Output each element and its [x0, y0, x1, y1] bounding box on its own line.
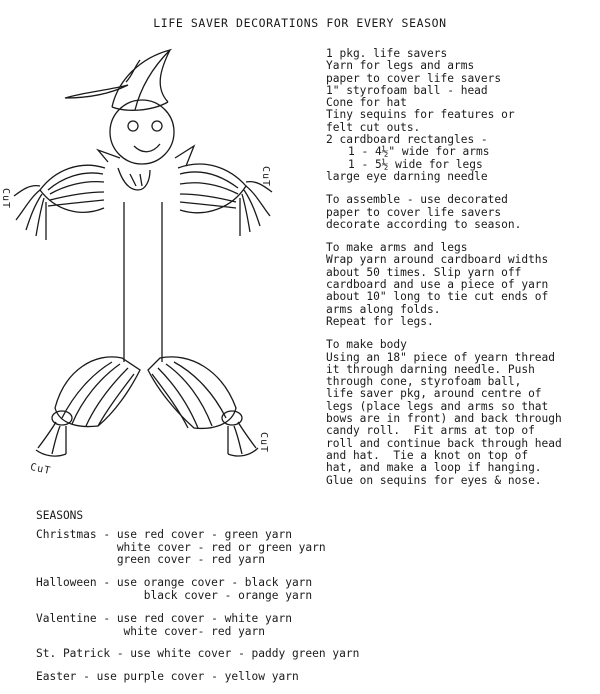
seasons-section: [36, 510, 586, 694]
cut-label-left-leg: CuT: [29, 461, 52, 478]
season-valentine: [36, 613, 586, 639]
assemble-line: To assemble - use decorated: [326, 193, 508, 207]
life-saver-figure-illustration: [0, 40, 330, 500]
body-line: it through darning needle. Push: [326, 362, 535, 376]
body-line: Glue on sequins for eyes & nose.: [326, 473, 542, 487]
body-line: bows are in front) and back through: [326, 412, 562, 426]
season-easter: [36, 671, 586, 684]
assemble-line: paper to cover life savers: [326, 205, 502, 219]
season-line: black cover - orange yarn: [36, 588, 313, 602]
season-line: Valentine - use red cover - white yarn: [36, 611, 292, 625]
cut-label-right-leg: CuT: [258, 432, 269, 454]
season-st-patrick: [36, 648, 586, 661]
materials-list: [326, 48, 598, 183]
cut-label-left-arm: CuT: [0, 188, 11, 210]
materials-line: 1 - 4½" wide for arms: [348, 145, 490, 159]
season-line: Christmas - use red cover - green yarn: [36, 527, 292, 541]
arms-legs-line: Wrap yarn around cardboard widths: [326, 253, 549, 267]
figure-drawing: [0, 40, 330, 500]
materials-line: Cone for hat: [326, 96, 407, 110]
hat-tassel: [65, 85, 128, 98]
left-eye: [128, 121, 138, 131]
materials-line: 1 pkg. life savers: [326, 47, 448, 60]
assemble-paragraph: [326, 194, 598, 231]
body-paragraph: [326, 339, 598, 487]
season-line: St. Patrick - use white cover - paddy green yarn: [36, 647, 360, 661]
materials-line: 2 cardboard rectangles -: [326, 133, 488, 147]
materials-line: large eye darning needle: [326, 169, 488, 183]
hands: [118, 168, 150, 190]
season-line: white cover- red yarn: [36, 624, 266, 638]
materials-line: paper to cover life savers: [326, 71, 502, 85]
body-line: through cone, styrofoam ball,: [326, 375, 522, 389]
arms-legs-line: Repeat for legs.: [326, 314, 434, 328]
season-line: white cover - red or green yarn: [36, 540, 326, 554]
season-line: Easter - use purple cover - yellow yarn: [36, 670, 299, 684]
season-christmas: [36, 529, 586, 567]
body-line: legs (place legs and arms so that: [326, 399, 549, 413]
right-eye: [152, 121, 162, 131]
mouth: [134, 144, 160, 152]
left-leg: [55, 357, 140, 427]
body-line: and hat. Tie a knot on top of: [326, 448, 529, 462]
body-line: life saver pkg, around centre of: [326, 387, 542, 401]
cut-label-right-arm: CuT: [260, 166, 271, 188]
arms-legs-line: arms along folds.: [326, 302, 441, 316]
season-line: Halloween - use orange cover - black yarn: [36, 576, 313, 590]
body-line: candy roll. Fit arms at top of: [326, 424, 535, 438]
arms-legs-line: To make arms and legs: [326, 241, 468, 255]
materials-line: Yarn for legs and arms: [326, 59, 475, 73]
arms-legs-line: about 10" long to tie cut ends of: [326, 290, 549, 304]
body-line: To make body: [326, 338, 407, 352]
hat-cone: [112, 50, 170, 110]
assemble-line: decorate according to season.: [326, 217, 522, 231]
right-leg: [148, 357, 236, 429]
arms-legs-paragraph: [326, 242, 598, 328]
body-line: roll and continue back through head: [326, 436, 562, 450]
materials-line: 1 - 5½ wide for legs: [348, 157, 483, 171]
materials-line: 1" styrofoam ball - head: [326, 83, 488, 97]
instructions-column: [326, 48, 598, 498]
page-title: LIFE SAVER DECORATIONS FOR EVERY SEASON: [153, 16, 447, 30]
season-halloween: [36, 577, 586, 603]
collar-right: [175, 146, 194, 166]
materials-line: Tiny sequins for features or: [326, 108, 515, 122]
seasons-heading: SEASONS: [36, 509, 84, 522]
arms-legs-line: about 50 times. Slip yarn off: [326, 265, 522, 279]
arms-legs-line: cardboard and use a piece of yarn: [326, 278, 549, 292]
body-line: Using an 18" piece of yearn thread: [326, 350, 556, 364]
body-line: hat, and make a loop if hanging.: [326, 461, 542, 475]
materials-line: felt cut outs.: [326, 120, 421, 134]
season-line: green cover - red yarn: [36, 553, 266, 567]
